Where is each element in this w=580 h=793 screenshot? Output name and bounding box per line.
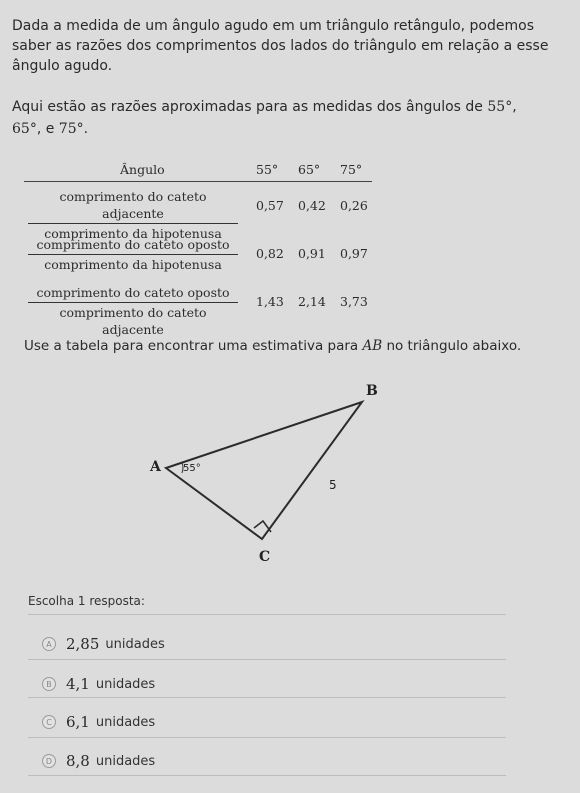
angle-75: 75° [58,121,84,137]
option-value: 2,85 [66,635,100,653]
intro-line-3: ângulo agudo. [12,58,113,74]
cell-value: 0,57 [256,198,284,213]
option-letter-circle: C [42,715,56,729]
intro-line-1: Dada a medida de um ângulo agudo em um triângulo retângulo, podemos [12,18,534,34]
fraction-numerator: comprimento do cateto oposto [28,284,238,303]
header-col-75: 75° [340,162,363,177]
intro-paragraph [12,16,568,76]
intro-end: . [83,121,89,137]
angle-a-label: 55° [183,463,201,474]
answer-option-a[interactable] [42,631,502,657]
choose-answer-prompt: Escolha 1 resposta: [28,594,145,608]
option-unit: unidades [95,714,156,730]
table-row [24,278,372,337]
cell-value: 0,82 [256,246,284,261]
vertex-b-label: B [366,383,378,399]
option-value: 6,1 [66,713,90,731]
header-col-55: 55° [256,162,279,177]
ratio-fraction [28,236,238,273]
table-header [24,156,372,182]
cell-value: 3,73 [340,294,368,309]
angle-65: 65° [12,121,37,137]
instruction-text [24,338,564,354]
divider [28,697,506,698]
cell-value: 2,14 [298,294,326,309]
angle-55: 55° [487,99,513,115]
option-letter-circle: D [42,754,56,768]
table-row [24,230,372,278]
table-row [24,182,372,241]
option-value: 8,8 [66,752,90,770]
answer-option-c[interactable] [42,709,502,735]
intro-separator-2: , e [36,121,55,137]
intro-line-4: Aqui estão as razões aproximadas para as medidas dos ângulos de [12,99,488,115]
divider [28,614,506,615]
answer-option-d[interactable] [42,748,502,774]
header-col-65: 65° [298,162,321,177]
option-letter-circle: B [42,677,56,691]
answer-option-b[interactable] [42,671,502,697]
ratio-table [24,156,372,337]
instruction-variable: AB [362,338,383,354]
cell-value: 0,42 [298,198,326,213]
divider [28,659,506,660]
fraction-denominator: comprimento do cateto adjacente [59,305,207,337]
triangle-diagram [120,375,400,575]
instruction-before: Use a tabela para encontrar uma estimativa para [24,338,363,354]
fraction-denominator: comprimento da hipotenusa [44,257,222,272]
side-bc-label: 5 [329,478,337,492]
intro-separator-1: , [512,99,517,115]
fraction-numerator: comprimento do cateto adjacente [28,188,238,224]
fraction-numerator: comprimento do cateto oposto [28,236,238,255]
option-unit: unidades [105,636,165,652]
vertex-a-label: A [150,459,161,475]
option-unit: unidades [95,753,156,769]
option-value: 4,1 [66,675,90,693]
cell-value: 0,26 [340,198,368,213]
option-letter-circle: A [42,637,56,651]
ratio-fraction [28,284,238,338]
divider [28,775,506,776]
intro-line-2: saber as razões dos comprimentos dos lados do triângulo em relação a esse [12,38,549,54]
cell-value: 1,43 [256,294,284,309]
cell-value: 0,97 [340,246,368,261]
fraction-denominator: comprimento da hipotenusa [44,226,222,241]
intro-angles-paragraph [12,96,568,140]
cell-value: 0,91 [298,246,326,261]
instruction-after: no triângulo abaixo. [382,338,522,354]
divider [28,737,506,738]
header-angle-label: Ângulo [120,162,165,177]
vertex-c-label: C [259,549,271,565]
option-unit: unidades [95,676,156,692]
